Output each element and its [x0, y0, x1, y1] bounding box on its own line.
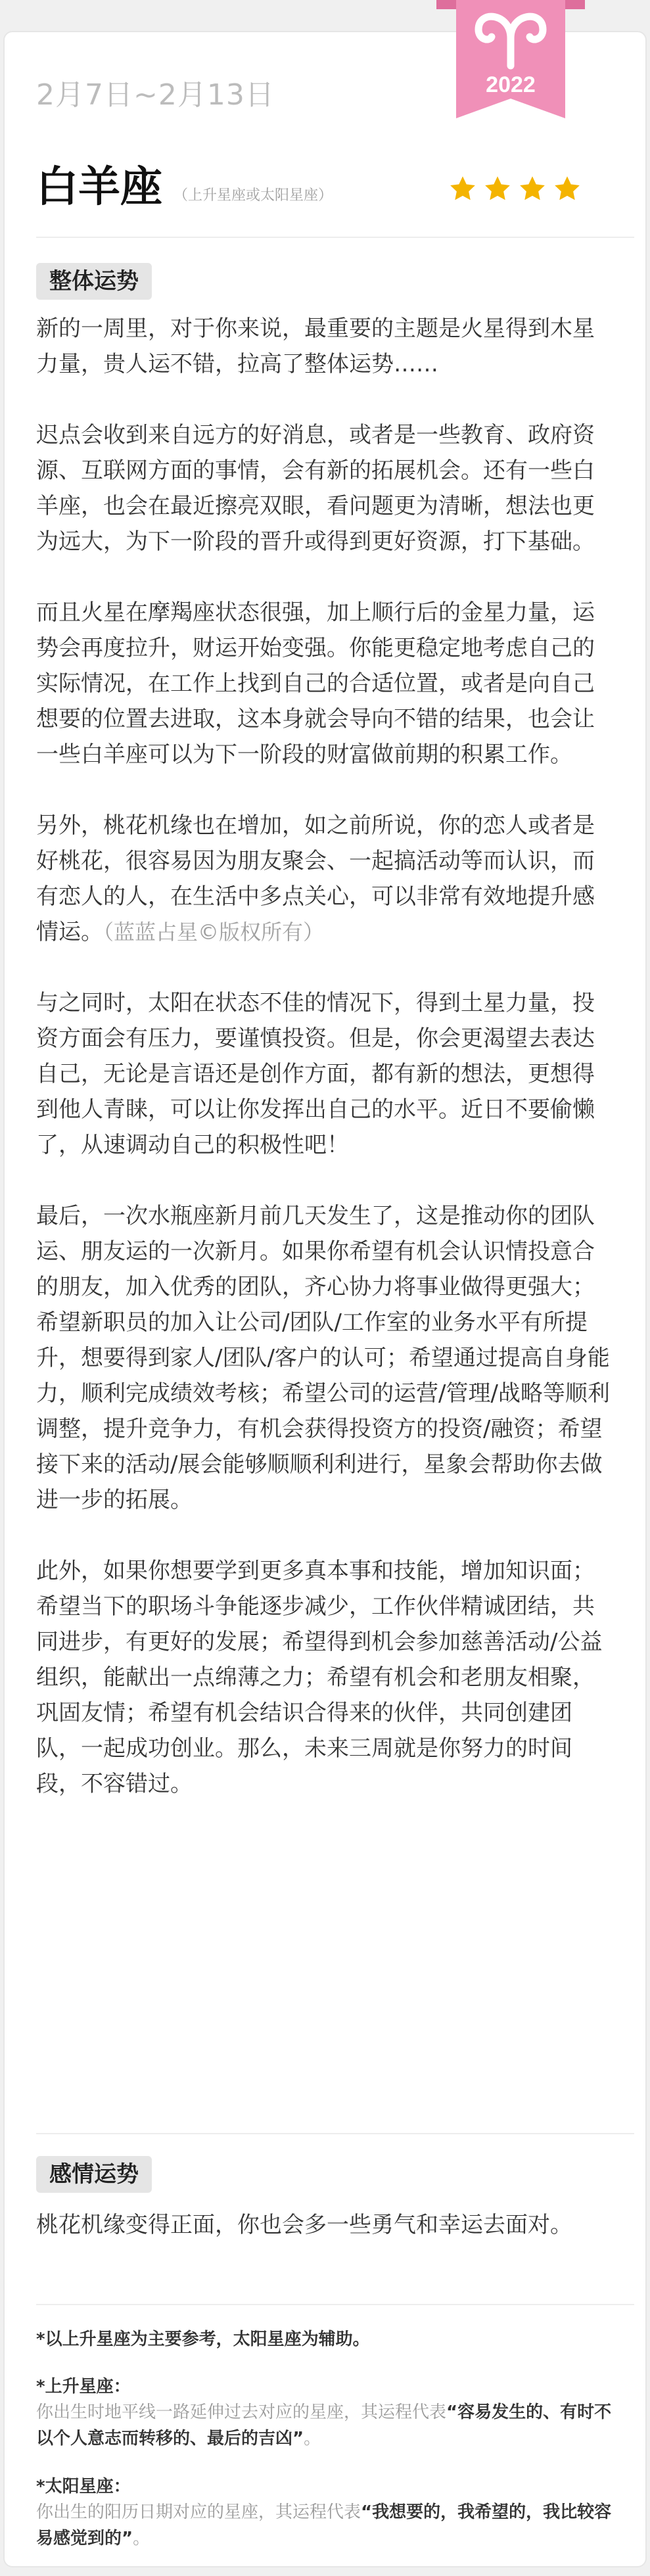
overall-paragraph: 迟点会收到来自远方的好消息，或者是一些教育、政府资源、互联网方面的事情，会有新的拓展机会。还有一些白羊座，也会在最近擦亮双眼，看问题更为清晰，想法也更为远大，为下一阶段的晋升或得到更好资源，打下基础。 [36, 422, 595, 555]
sun-sign-emphasis: “我想要的，我希望的，我比较容易感觉到的” [36, 2502, 612, 2548]
rising-sign-heading: *上升星座： [36, 2377, 131, 2397]
sun-sign-text: 你出生的阳历日期对应的星座，其运程代表 [36, 2502, 361, 2522]
date-range: 2月7日~2月13日 [36, 78, 275, 112]
rising-sign-emphasis: “容易发生的、有时不以个人意志而转移的、最后的吉凶” [36, 2402, 612, 2448]
divider [36, 237, 634, 238]
star-icon [553, 174, 582, 203]
overall-paragraph-text: 另外，桃花机缘也在增加，如之前所说，你的恋人或者是好桃花，很容易因为朋友聚会、一起搞活动等而认识，而有恋人的人，在生活中多点关心，可以非常有效地提升感情运。 [36, 812, 595, 945]
rising-sign-description [36, 2399, 628, 2452]
reference-notes [36, 2327, 628, 2574]
divider [36, 2133, 634, 2134]
main-reference-note: *以上升星座为主要参考，太阳星座为辅助。 [36, 2330, 370, 2349]
overall-paragraph [36, 808, 615, 950]
star-icon [483, 174, 512, 203]
aries-ribbon-badge [436, 0, 585, 118]
sign-subtitle: （上升星座或太阳星座） [174, 187, 333, 204]
overall-paragraph: 最后，一次水瓶座新月前几天发生了，这是推动你的团队运、朋友运的一次新月。如果你希望有机会认识情投意合的朋友，加入优秀的团队，齐心协力将事业做得更强大；希望新职员的加入让公司/团队/工作室的业务水平有所提升，想要得到家人/团队/客户的认可；希望通过提高自身能力，顺利完成绩效考核；希望公司的运营/管理/战略等顺利调整，提升竞争力，有机会获得投资方的投资/融资；希望接下来的活动/展会能够顺顺利利进行，星象会帮助你去做进一步的拓展。 [36, 1203, 610, 1513]
rating-stars [448, 174, 582, 203]
copyright-note: （蓝蓝占星©版权所有） [103, 920, 325, 945]
star-icon [518, 174, 547, 203]
star-icon [448, 174, 477, 203]
love-fortune-tag: 感情运势 [36, 2156, 152, 2193]
sun-sign-description [36, 2499, 628, 2552]
rising-sign-text: 你出生时地平线一路延伸过去对应的星座，其运程代表 [36, 2402, 447, 2422]
love-paragraph: 桃花机缘变得正面，你也会多一些勇气和幸运去面对。 [36, 2212, 572, 2238]
overall-paragraph: 此外，如果你想要学到更多真本事和技能，增加知识面；希望当下的职场斗争能逐步减少，工作伙伴精诚团结，共同进步，有更好的发展；希望得到机会参加慈善活动/公益组织，能献出一点绵薄之力；希望有机会和老朋友相聚，巩固友情；希望有机会结识合得来的伙伴，共同创建团队，一起成功创业。那么，未来三周就是你努力的时间段，不容错过。 [36, 1558, 603, 1797]
love-fortune-text [36, 2207, 615, 2243]
overall-paragraph: 新的一周里，对于你来说，最重要的主题是火星得到木星力量，贵人运不错，拉高了整体运势…… [36, 316, 595, 377]
divider [36, 2304, 634, 2305]
overall-fortune-text [36, 311, 615, 1802]
sun-sign-heading: *太阳星座： [36, 2477, 131, 2496]
year-badge: 2022 [486, 72, 536, 97]
sun-sign-end: 。 [133, 2529, 151, 2548]
overall-paragraph: 与之同时，太阳在状态不佳的情况下，得到土星力量，投资方面会有压力，要谨慎投资。但是，你会更渴望去表达自己，无论是言语还是创作方面，都有新的想法，更想得到他人青睐，可以让你发挥出自己的水平。近日不要偷懒了，从速调动自己的积极性吧！ [36, 990, 595, 1158]
rising-sign-end: 。 [304, 2429, 321, 2448]
sign-title: 白羊座 [36, 163, 162, 212]
overall-paragraph: 而且火星在摩羯座状态很强，加上顺行后的金星力量，运势会再度拉升，财运开始变强。你能更稳定地考虑自己的实际情况，在工作上找到自己的合适位置，或者是向自己想要的位置去进取，这本身就会导向不错的结果，也会让一些白羊座可以为下一阶段的财富做前期的积累工作。 [36, 599, 595, 768]
overall-fortune-tag: 整体运势 [36, 263, 152, 300]
